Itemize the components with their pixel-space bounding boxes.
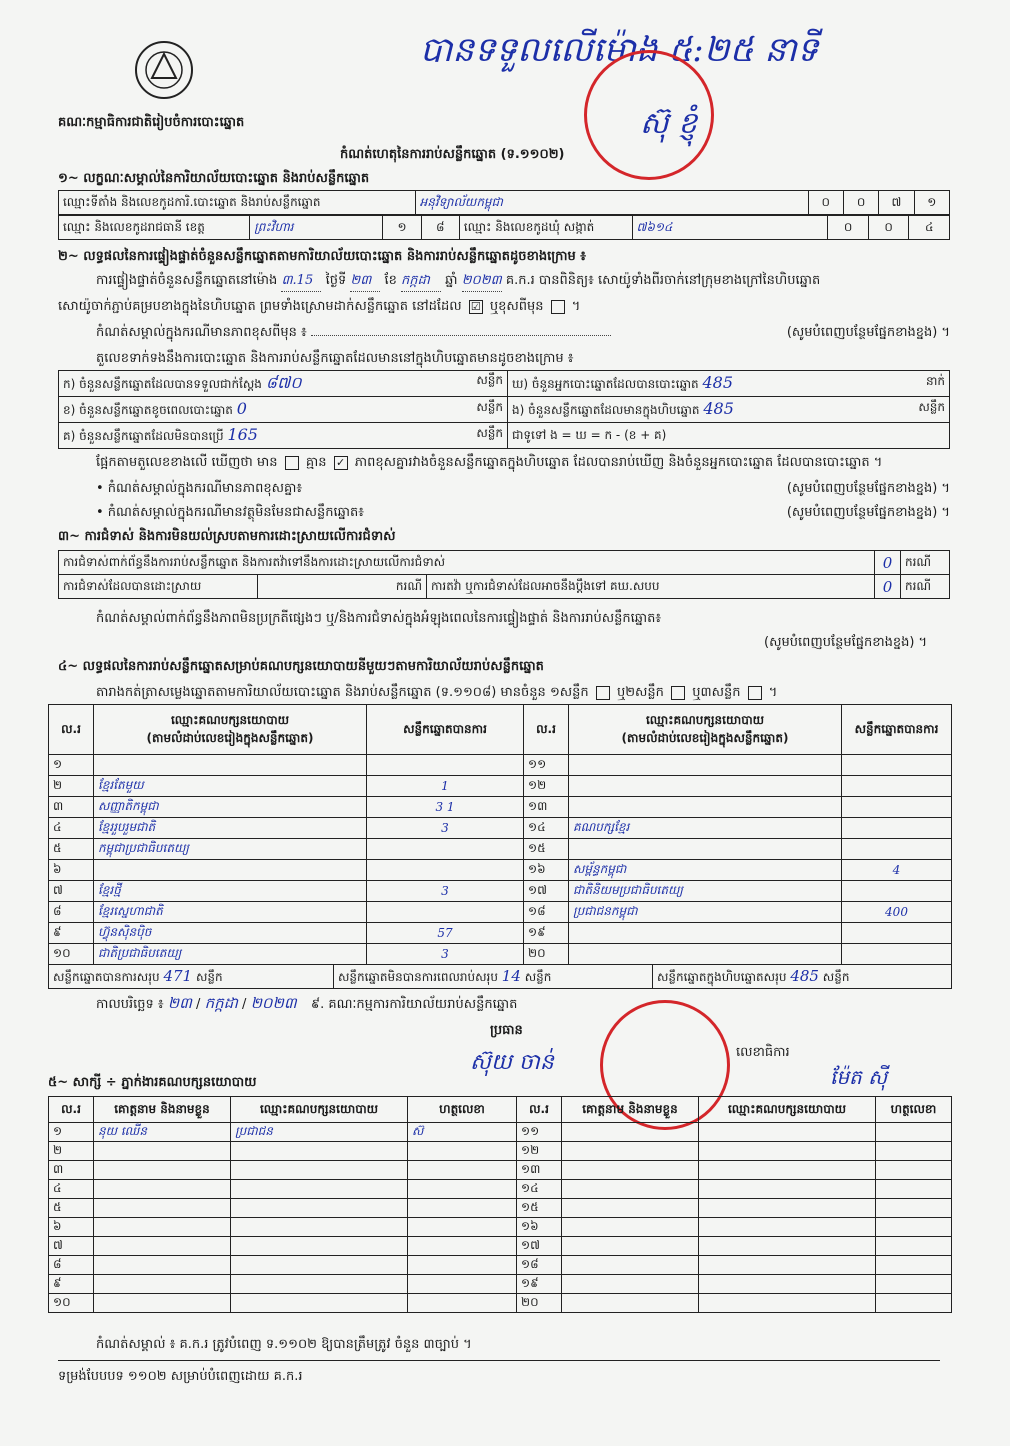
objection-value: 0 <box>875 551 901 575</box>
witness-name <box>94 1294 231 1313</box>
witness-party <box>699 1123 876 1142</box>
doc-title: កំណត់ហេតុនៃការរាប់សន្លឹកឆ្នោត (ទ.១១០២) <box>340 147 565 162</box>
count-c-value: 165 <box>227 425 258 444</box>
row-number: ៩ <box>49 1275 94 1294</box>
unit-label: សន្លឹក <box>195 969 223 984</box>
section1-heading: ១~ លក្ខណៈសម្គាល់នៃការិយាល័យបោះឆ្នោត និងរាប់សន្លឹកឆ្នោត <box>58 171 370 186</box>
witness-name <box>94 1256 231 1275</box>
col-party <box>94 705 367 755</box>
witness-party <box>231 1275 408 1294</box>
witness-signature <box>876 1256 952 1275</box>
witness-signature <box>876 1123 952 1142</box>
party-name <box>569 797 842 818</box>
witness-signature <box>876 1180 952 1199</box>
party-name: ជាតិប្រជាធិបតេយ្យ <box>94 944 367 965</box>
party-votes <box>367 902 524 923</box>
emblem-logo <box>132 38 196 102</box>
party-votes <box>842 881 952 902</box>
table-row <box>49 839 952 860</box>
row-number: ១៧ <box>524 881 569 902</box>
witness-party <box>699 1275 876 1294</box>
row-number: ១៩ <box>524 923 569 944</box>
unit-label: សន្លឹក <box>822 969 850 984</box>
party-name: គណបក្សខ្មែរ <box>569 818 842 839</box>
row-number: ៦ <box>49 860 94 881</box>
col-no: ល.រ <box>49 1097 94 1123</box>
section3-heading: ៣~ ការជំទាស់ និងការមិនយល់ស្របតាមការដោះស្រាយលើការជំទាស់ <box>58 529 396 544</box>
party-votes: 4 <box>842 860 952 881</box>
date-year: ២០២៣ <box>250 994 297 1012</box>
col-party-sub: (តាមលំដាប់លេខរៀងក្នុងសន្លឹកឆ្នោត) <box>621 730 789 745</box>
table-row <box>49 1256 952 1275</box>
commune-label: ឈ្មោះ និងលេខកូដឃុំ សង្កាត់ <box>459 216 632 240</box>
witness-signature <box>408 1142 517 1161</box>
witness-name <box>94 1161 231 1180</box>
table-row <box>49 881 952 902</box>
col-party-label: ឈ្មោះគណបក្សនយោបាយ <box>170 712 290 727</box>
witness-name: នុយ ឈើន <box>94 1123 231 1142</box>
witness-table <box>48 1096 952 1313</box>
count-a-value: ៨៧០ <box>265 372 302 392</box>
verification-day: ២៣ <box>350 272 380 292</box>
witness-name <box>562 1294 699 1313</box>
party-votes <box>842 944 952 965</box>
three-sheets-label: ឬ៣សន្លឹក <box>692 685 741 700</box>
row-number: ១១ <box>524 755 569 776</box>
witness-party <box>699 1199 876 1218</box>
witness-name <box>94 1237 231 1256</box>
witness-signature <box>408 1256 517 1275</box>
party-name: ខ្មែររួបរួមជាតិ <box>94 818 367 839</box>
party-votes <box>367 860 524 881</box>
footer-divider <box>58 1360 940 1361</box>
table-row <box>49 776 952 797</box>
location-table <box>58 215 950 240</box>
total-box-value: 485 <box>790 966 819 985</box>
party-votes: 3 <box>367 944 524 965</box>
seal-text: សោយ៉ូចាក់ភ្ជាប់គម្របខាងក្នុងនៃហិបឆ្នោត ព្រមទាំងស្រោមដាក់សន្លឹកឆ្នោត នៅដដែល <box>58 299 462 314</box>
party-name: សម្ព័ន្ធកម្ពុជា <box>569 860 842 881</box>
col-votes: សន្លឹកឆ្នោតបានការ <box>842 705 952 755</box>
totals-table <box>48 964 952 989</box>
witness-name <box>562 1275 699 1294</box>
formula: ជាទូទៅ ង = ឃ = ក - (ខ + គ) <box>508 423 950 449</box>
party-results-table <box>48 704 952 965</box>
col-votes: សន្លឹកឆ្នោតបានការ <box>367 705 524 755</box>
col-no: ល.រ <box>524 705 569 755</box>
row-number: ១៤ <box>524 818 569 839</box>
section3-fill-back: (សូមបំពេញបន្ថែមផ្នែកខាងខ្នង) ។ <box>764 635 928 650</box>
party-votes <box>842 776 952 797</box>
difference-note <box>96 324 950 343</box>
station-value: អនុវិទ្យាល័យកម្ពុជា <box>415 191 808 215</box>
fill-back-note: (សូមបំពេញបន្ថែមផ្នែកខាងខ្នង) ។ <box>786 325 950 340</box>
witness-name <box>562 1123 699 1142</box>
party-votes: 3 <box>367 818 524 839</box>
witness-signature <box>876 1199 952 1218</box>
witness-party <box>231 1237 408 1256</box>
verification-line-2: សោយ៉ូចាក់ភ្ជាប់គម្របខាងក្នុងនៃហិបឆ្នោត ព្រមទាំងស្រោមដាក់សន្លឹកឆ្នោត នៅដដែល ☑ ឬខុសពីមុន ។ <box>58 299 581 314</box>
appeal-value: 0 <box>875 575 901 599</box>
witness-name <box>94 1180 231 1199</box>
row-number: ២ <box>49 1142 94 1161</box>
party-name <box>569 755 842 776</box>
row-number: ១១ <box>517 1123 562 1142</box>
date-day: ២៣ <box>167 994 192 1012</box>
witness-signature <box>408 1180 517 1199</box>
witness-name <box>94 1275 231 1294</box>
row-number: ១២ <box>524 776 569 797</box>
row-number: ៧ <box>49 1237 94 1256</box>
total-invalid-value: 14 <box>501 966 521 985</box>
party-name: ហ៊្វុនស៊ិនប៉ិច <box>94 923 367 944</box>
row-number: ១២ <box>517 1142 562 1161</box>
footer-note: កំណត់សម្គាល់ ៖ គ.ក.រ ត្រូវបំពេញ ទ.១១០២ ឱ្យបានត្រឹមត្រូវ ចំនួន ៣ច្បាប់ ។ <box>96 1337 472 1352</box>
witness-party <box>699 1161 876 1180</box>
unit-label: នាក់ <box>925 374 945 388</box>
bullet-difference <box>96 480 950 499</box>
row-number: ៨ <box>49 1256 94 1275</box>
witness-party <box>699 1237 876 1256</box>
row-number: ៤ <box>49 1180 94 1199</box>
changed-label: ឬខុសពីមុន <box>489 299 544 314</box>
table-row <box>49 1294 952 1313</box>
row-number: ១៩ <box>517 1275 562 1294</box>
witness-signature <box>876 1294 952 1313</box>
bullet-non-ballot-label: • កំណត់សម្គាល់ក្នុងករណីមានវត្ថុមិនមែនជាសន្លឹកឆ្នោត៖ <box>96 505 364 520</box>
witness-signature <box>876 1237 952 1256</box>
row-number: ៧ <box>49 881 94 902</box>
fill-back-note: (សូមបំពេញបន្ថែមផ្នែកខាងខ្នង) ។ <box>786 505 950 520</box>
witness-party <box>699 1218 876 1237</box>
col-name: គោត្តនាម និងនាមខ្លួន <box>562 1097 699 1123</box>
verification-text: គ.ក.រ បានពិនិត្យ៖ សោយ៉ូទាំងពីរចាក់នៅក្រុមខាងក្រៅនៃហិបឆ្នោត <box>505 273 821 288</box>
compare-text: ផ្អែកតាមតួលេខខាងលើ ឃើញថា មាន <box>96 455 278 470</box>
count-b-value: 0 <box>236 399 247 418</box>
party-name: ប្រជាជនកម្ពុជា <box>569 902 842 923</box>
row-number: ១៦ <box>517 1218 562 1237</box>
total-valid-label: សន្លឹកឆ្នោតបានការសរុប <box>53 969 160 984</box>
col-party-sub: (តាមលំដាប់លេខរៀងក្នុងសន្លឹកឆ្នោត) <box>146 730 314 745</box>
station-code-digit: ០ <box>808 191 843 215</box>
table-row <box>49 923 952 944</box>
two-sheets-label: ឬ២សន្លឹក <box>616 685 664 700</box>
witness-party <box>699 1256 876 1275</box>
party-name: កម្ពុជាប្រជាធិបតេយ្យ <box>94 839 367 860</box>
count-b-label: ខ) ចំនួនសន្លឹកឆ្នោតខូចពេលបោះឆ្នោត <box>63 403 233 417</box>
table-row <box>49 860 952 881</box>
row-number: ២០ <box>517 1294 562 1313</box>
table-row <box>49 1161 952 1180</box>
row-number: ១៣ <box>517 1161 562 1180</box>
party-votes: 3 <box>367 881 524 902</box>
unit-label: សន្លឹក <box>476 426 503 440</box>
objection-label: ការជំទាស់ពាក់ព័ន្ធនឹងការរាប់សន្លឹកឆ្នោត និងការតវ៉ាទៅនឹងការដោះស្រាយលើការជំទាស់ <box>59 551 875 575</box>
station-label: ឈ្មោះទីតាំង និងលេខកូដការិ.បោះឆ្នោត និងរាប់សន្លឹកឆ្នោត <box>59 191 416 215</box>
witness-signature <box>876 1161 952 1180</box>
witness-party <box>231 1142 408 1161</box>
witness-party <box>231 1256 408 1275</box>
chair-label: ប្រធាន <box>490 1023 523 1038</box>
day-label: ថ្ងៃទី <box>325 273 347 288</box>
party-votes: 57 <box>367 923 524 944</box>
one-sheet-checkbox[interactable] <box>596 686 610 700</box>
row-number: ៩ <box>49 923 94 944</box>
witness-signature <box>876 1142 952 1161</box>
table-row <box>49 1275 952 1294</box>
bullet-difference-label: • កំណត់សម្គាល់ក្នុងករណីមានភាពខុសគ្នា៖ <box>96 481 303 496</box>
witness-party <box>231 1199 408 1218</box>
resolved-unit <box>258 575 427 599</box>
col-no: ល.រ <box>49 705 94 755</box>
no-difference-label: គ្មាន <box>305 455 327 470</box>
party-votes <box>842 797 952 818</box>
committee-signers-label: ៩. គណៈកម្មការការិយាល័យរាប់សន្លឹកឆ្នោត <box>310 997 518 1012</box>
party-name <box>94 755 367 776</box>
witness-signature <box>408 1218 517 1237</box>
party-name <box>569 923 842 944</box>
unit-label: សន្លឹក <box>476 372 503 387</box>
witness-signature <box>408 1294 517 1313</box>
two-sheets-checkbox[interactable] <box>671 686 685 700</box>
witness-signature <box>408 1161 517 1180</box>
section4-heading: ៤~ លទ្ធផលនៃការរាប់សន្លឹកឆ្នោតសម្រាប់គណបក្សនយោបាយនីមួយៗតាមការិយាល័យរាប់សន្លឹកឆ្នោត <box>58 659 544 674</box>
table-row <box>49 1218 952 1237</box>
table-row <box>49 902 952 923</box>
row-number: ១៤ <box>517 1180 562 1199</box>
party-votes <box>367 755 524 776</box>
station-code-digit: ១ <box>914 191 949 215</box>
month-label: ខែ <box>384 273 397 288</box>
row-number: ៦ <box>49 1218 94 1237</box>
row-number: ៣ <box>49 797 94 818</box>
province-code-digit: ៨ <box>421 216 459 240</box>
party-name: ខ្មែរថ្មី <box>94 881 367 902</box>
col-sign: ហត្ថលេខា <box>408 1097 517 1123</box>
table-row <box>49 944 952 965</box>
party-name: ខ្មែរតែមួយ <box>94 776 367 797</box>
tally-sheet-line: តារាងកត់ត្រាសម្លេងឆ្នោតតាមការិយាល័យបោះឆ្នោត និងរាប់សន្លឹកឆ្នោត (ទ.១១០៨) មានចំនួន ១សន្លឹក ឬ២សន្លឹក ឬ៣សន្លឹក ។ <box>96 685 778 700</box>
witness-name <box>562 1161 699 1180</box>
total-valid-value: 471 <box>163 966 193 985</box>
party-name <box>569 776 842 797</box>
province-value: ព្រះវិហារ <box>250 216 383 240</box>
counts-intro: តួលេខទាក់ទងនឹងការបោះឆ្នោត និងការរាប់សន្លឹកឆ្នោតដែលមាននៅក្នុងហិបឆ្នោតមានដូចខាងក្រោម ៖ <box>96 351 574 366</box>
row-number: ២០ <box>524 944 569 965</box>
case-unit: ករណី <box>395 578 422 593</box>
total-box-label: សន្លឹកឆ្នោតក្នុងហិបឆ្នោតសរុប <box>657 969 787 984</box>
secretary-signature: ម៉ែត សុី <box>830 1065 888 1089</box>
witness-name <box>562 1256 699 1275</box>
table-row <box>49 1237 952 1256</box>
witness-party <box>231 1180 408 1199</box>
total-invalid-label: សន្លឹកឆ្នោតមិនបានការពេលរាប់សរុប <box>338 969 498 984</box>
case-unit: ករណី <box>901 575 950 599</box>
row-number: ១៧ <box>517 1237 562 1256</box>
witness-party <box>699 1142 876 1161</box>
row-number: ១៨ <box>524 902 569 923</box>
witness-party <box>699 1294 876 1313</box>
case-unit: ករណី <box>901 551 950 575</box>
row-number: ៥ <box>49 1199 94 1218</box>
row-number: ១០ <box>49 944 94 965</box>
commune-code-digit: ៤ <box>909 216 950 240</box>
party-votes <box>367 839 524 860</box>
resolved-label: ការជំទាស់ដែលបានដោះស្រាយ <box>59 575 258 599</box>
verification-time: ៣.15 <box>281 272 321 292</box>
party-votes <box>842 818 952 839</box>
witness-signature <box>408 1199 517 1218</box>
station-table <box>58 190 950 215</box>
table-row <box>49 797 952 818</box>
witness-signature: ស៊ <box>408 1123 517 1142</box>
row-number: ១៥ <box>524 839 569 860</box>
count-a-label: ក) ចំនួនសន្លឹកឆ្នោតដែលបានទទួលជាក់ស្តែង <box>63 376 262 391</box>
col-party <box>569 705 842 755</box>
verification-year: ២០២៣ <box>462 272 502 292</box>
commune-code-digit: ០ <box>868 216 909 240</box>
signature-top: ស៊ុ ខ្ញុំ <box>640 106 698 141</box>
row-number: ៥ <box>49 839 94 860</box>
party-name: ជាតិនិយមប្រជាធិបតេយ្យ <box>569 881 842 902</box>
witness-party <box>699 1180 876 1199</box>
witness-name <box>94 1199 231 1218</box>
witness-party <box>231 1218 408 1237</box>
table-row <box>49 755 952 776</box>
party-votes <box>842 923 952 944</box>
row-number: ១៣ <box>524 797 569 818</box>
col-party: ឈ្មោះគណបក្សនយោបាយ <box>231 1097 408 1123</box>
witness-name <box>562 1142 699 1161</box>
row-number: ១ <box>49 1123 94 1142</box>
objection-table <box>58 550 950 599</box>
witness-name <box>562 1218 699 1237</box>
witness-name <box>562 1237 699 1256</box>
unit-label: សន្លឹក <box>524 969 552 984</box>
count-e-label: ង) ចំនួនសន្លឹកឆ្នោតដែលមានក្នុងហិបឆ្នោត <box>512 403 700 417</box>
unit-label: សន្លឹក <box>476 400 503 414</box>
compare-line <box>96 454 882 473</box>
form-reference: ទម្រង់បែបបទ ១១០២ សម្រាប់បំពេញដោយ គ.ក.រ <box>58 1369 303 1384</box>
witness-signature <box>408 1275 517 1294</box>
col-party-label: ឈ្មោះគណបក្សនយោបាយ <box>645 712 765 727</box>
row-number: ៤ <box>49 818 94 839</box>
witness-name <box>562 1180 699 1199</box>
commune-value: ៧៦១៤ <box>632 216 828 240</box>
party-votes: 3 1 <box>367 797 524 818</box>
table-row <box>49 1180 952 1199</box>
party-votes: 1 <box>367 776 524 797</box>
row-number: ២ <box>49 776 94 797</box>
tally-intro: តារាងកត់ត្រាសម្លេងឆ្នោតតាមការិយាល័យបោះឆ្នោត និងរាប់សន្លឹកឆ្នោត (ទ.១១០៨) មានចំនួន ១សន្លឹក <box>96 685 589 700</box>
witness-signature <box>876 1275 952 1294</box>
witness-signature <box>876 1218 952 1237</box>
row-number: ១៦ <box>524 860 569 881</box>
row-number: ៨ <box>49 902 94 923</box>
col-no: ល.រ <box>517 1097 562 1123</box>
province-code-digit: ១ <box>383 216 421 240</box>
same-checkbox[interactable]: ☑ <box>469 300 483 314</box>
section5-heading: ៥~ សាក្សី ÷ ភ្នាក់ងារគណបក្សនយោបាយ <box>48 1075 257 1090</box>
date-label: កាលបរិច្ឆេទ ៖ <box>96 997 164 1012</box>
witness-party <box>231 1161 408 1180</box>
party-name <box>94 860 367 881</box>
count-c-label: គ) ចំនួនសន្លឹកឆ្នោតដែលមិនបានប្រើ <box>63 429 224 443</box>
row-number: ៣ <box>49 1161 94 1180</box>
verification-month: កក្កដា <box>401 272 441 292</box>
col-party: ឈ្មោះគណបក្សនយោបាយ <box>699 1097 876 1123</box>
verification-line-1 <box>96 272 820 292</box>
witness-signature <box>408 1237 517 1256</box>
table-row <box>49 1123 952 1142</box>
signing-date-line: កាលបរិច្ឆេទ ៖ ២៣ / កក្កដា / ២០២៣ ៩. គណៈកម្មការការិយាល័យរាប់សន្លឹកឆ្នោត <box>96 994 518 1012</box>
section2-heading: ២~ លទ្ធផលនៃការផ្ទៀងផ្ទាត់ចំនួនសន្លឹកឆ្នោតតាមការិយាល័យបោះឆ្នោត និងការរាប់សន្លឹកឆ្នោតដូចខាងក្រោម ៖ <box>58 249 586 264</box>
handwritten-received-note: បានទទួលលើ​ម៉ោង ៥:២៥ ​នាទី <box>420 30 819 70</box>
table-row <box>49 818 952 839</box>
party-name: សញ្ញាតិកម្ពុជា <box>94 797 367 818</box>
witness-party: ប្រជាជន <box>231 1123 408 1142</box>
party-votes: 400 <box>842 902 952 923</box>
station-code-digit: ៧ <box>879 191 914 215</box>
province-label: ឈ្មោះ និងលេខកូដរាជធានី ខេត្ត <box>59 216 250 240</box>
changed-checkbox[interactable] <box>551 300 565 314</box>
bullet-non-ballot <box>96 504 950 523</box>
party-name <box>569 944 842 965</box>
has-difference-checkbox[interactable] <box>285 456 299 470</box>
table-row <box>49 1142 952 1161</box>
witness-party <box>231 1294 408 1313</box>
col-sign: ហត្ថលេខា <box>876 1097 952 1123</box>
compare-tail: ភាពខុសគ្នារវាងចំនួនសន្លឹកឆ្នោតក្នុងហិបឆ្នោត ដែលបានរាប់ឃើញ និងចំនួនអ្នកបោះឆ្នោត ដែលបានបោះឆ្នោត ។ <box>354 455 883 470</box>
party-votes <box>842 839 952 860</box>
appeal-label: ការតវ៉ា ឬការជំទាស់ដែលអាចនឹងប្តឹងទៅ គឃ.សបប <box>427 575 875 599</box>
no-difference-checkbox[interactable]: ✓ <box>334 456 348 470</box>
witness-name <box>562 1199 699 1218</box>
difference-note-field[interactable] <box>311 335 611 336</box>
difference-note-label: កំណត់សម្គាល់ក្នុងករណីមានភាពខុសពីមុន ៖ <box>96 325 307 340</box>
count-d-value: 485 <box>702 373 733 392</box>
counts-table <box>58 370 950 449</box>
count-e-value: 485 <box>703 399 734 418</box>
date-month: កក្កដា <box>204 994 238 1012</box>
section3-note: កំណត់សម្គាល់ពាក់ព័ន្ធនឹងភាពមិនប្រក្រតីផ្សេងៗ ឬ/និងការជំទាស់ក្នុងអំឡុងពេលនៃការផ្ទៀងផ្ទាត់ និងការរាប់សន្លឹកឆ្នោត៖ <box>96 611 662 626</box>
commune-code-digit: ០ <box>828 216 869 240</box>
fill-back-note: (សូមបំពេញបន្ថែមផ្នែកខាងខ្នង) ។ <box>786 481 950 496</box>
unit-label: សន្លឹក <box>918 400 945 414</box>
party-name: ខ្មែរស្នេហាជាតិ <box>94 902 367 923</box>
party-votes <box>842 755 952 776</box>
row-number: ១៨ <box>517 1256 562 1275</box>
table-row <box>49 1199 952 1218</box>
witness-name <box>94 1142 231 1161</box>
witness-name <box>94 1218 231 1237</box>
verification-time-label: ការផ្ទៀងផ្ទាត់ចំនួនសន្លឹកឆ្នោតនៅម៉ោង <box>96 273 278 288</box>
secretary-label: លេខាធិការ <box>736 1045 790 1060</box>
row-number: ១០ <box>49 1294 94 1313</box>
chair-signature: ស៊ុយ ចាន់ <box>470 1050 554 1075</box>
row-number: ១៥ <box>517 1199 562 1218</box>
year-label: ឆ្នាំ <box>445 273 458 288</box>
three-sheets-checkbox[interactable] <box>748 686 762 700</box>
committee-label: គណៈកម្មាធិការជាតិរៀបចំការបោះឆ្នោត <box>58 115 245 130</box>
row-number: ១ <box>49 755 94 776</box>
party-name <box>569 839 842 860</box>
count-d-label: ឃ) ចំនួនអ្នកបោះឆ្នោតដែលបានបោះឆ្នោត <box>512 377 699 391</box>
station-code-digit: ០ <box>843 191 878 215</box>
col-name: គោត្តនាម និងនាមខ្លួន <box>94 1097 231 1123</box>
